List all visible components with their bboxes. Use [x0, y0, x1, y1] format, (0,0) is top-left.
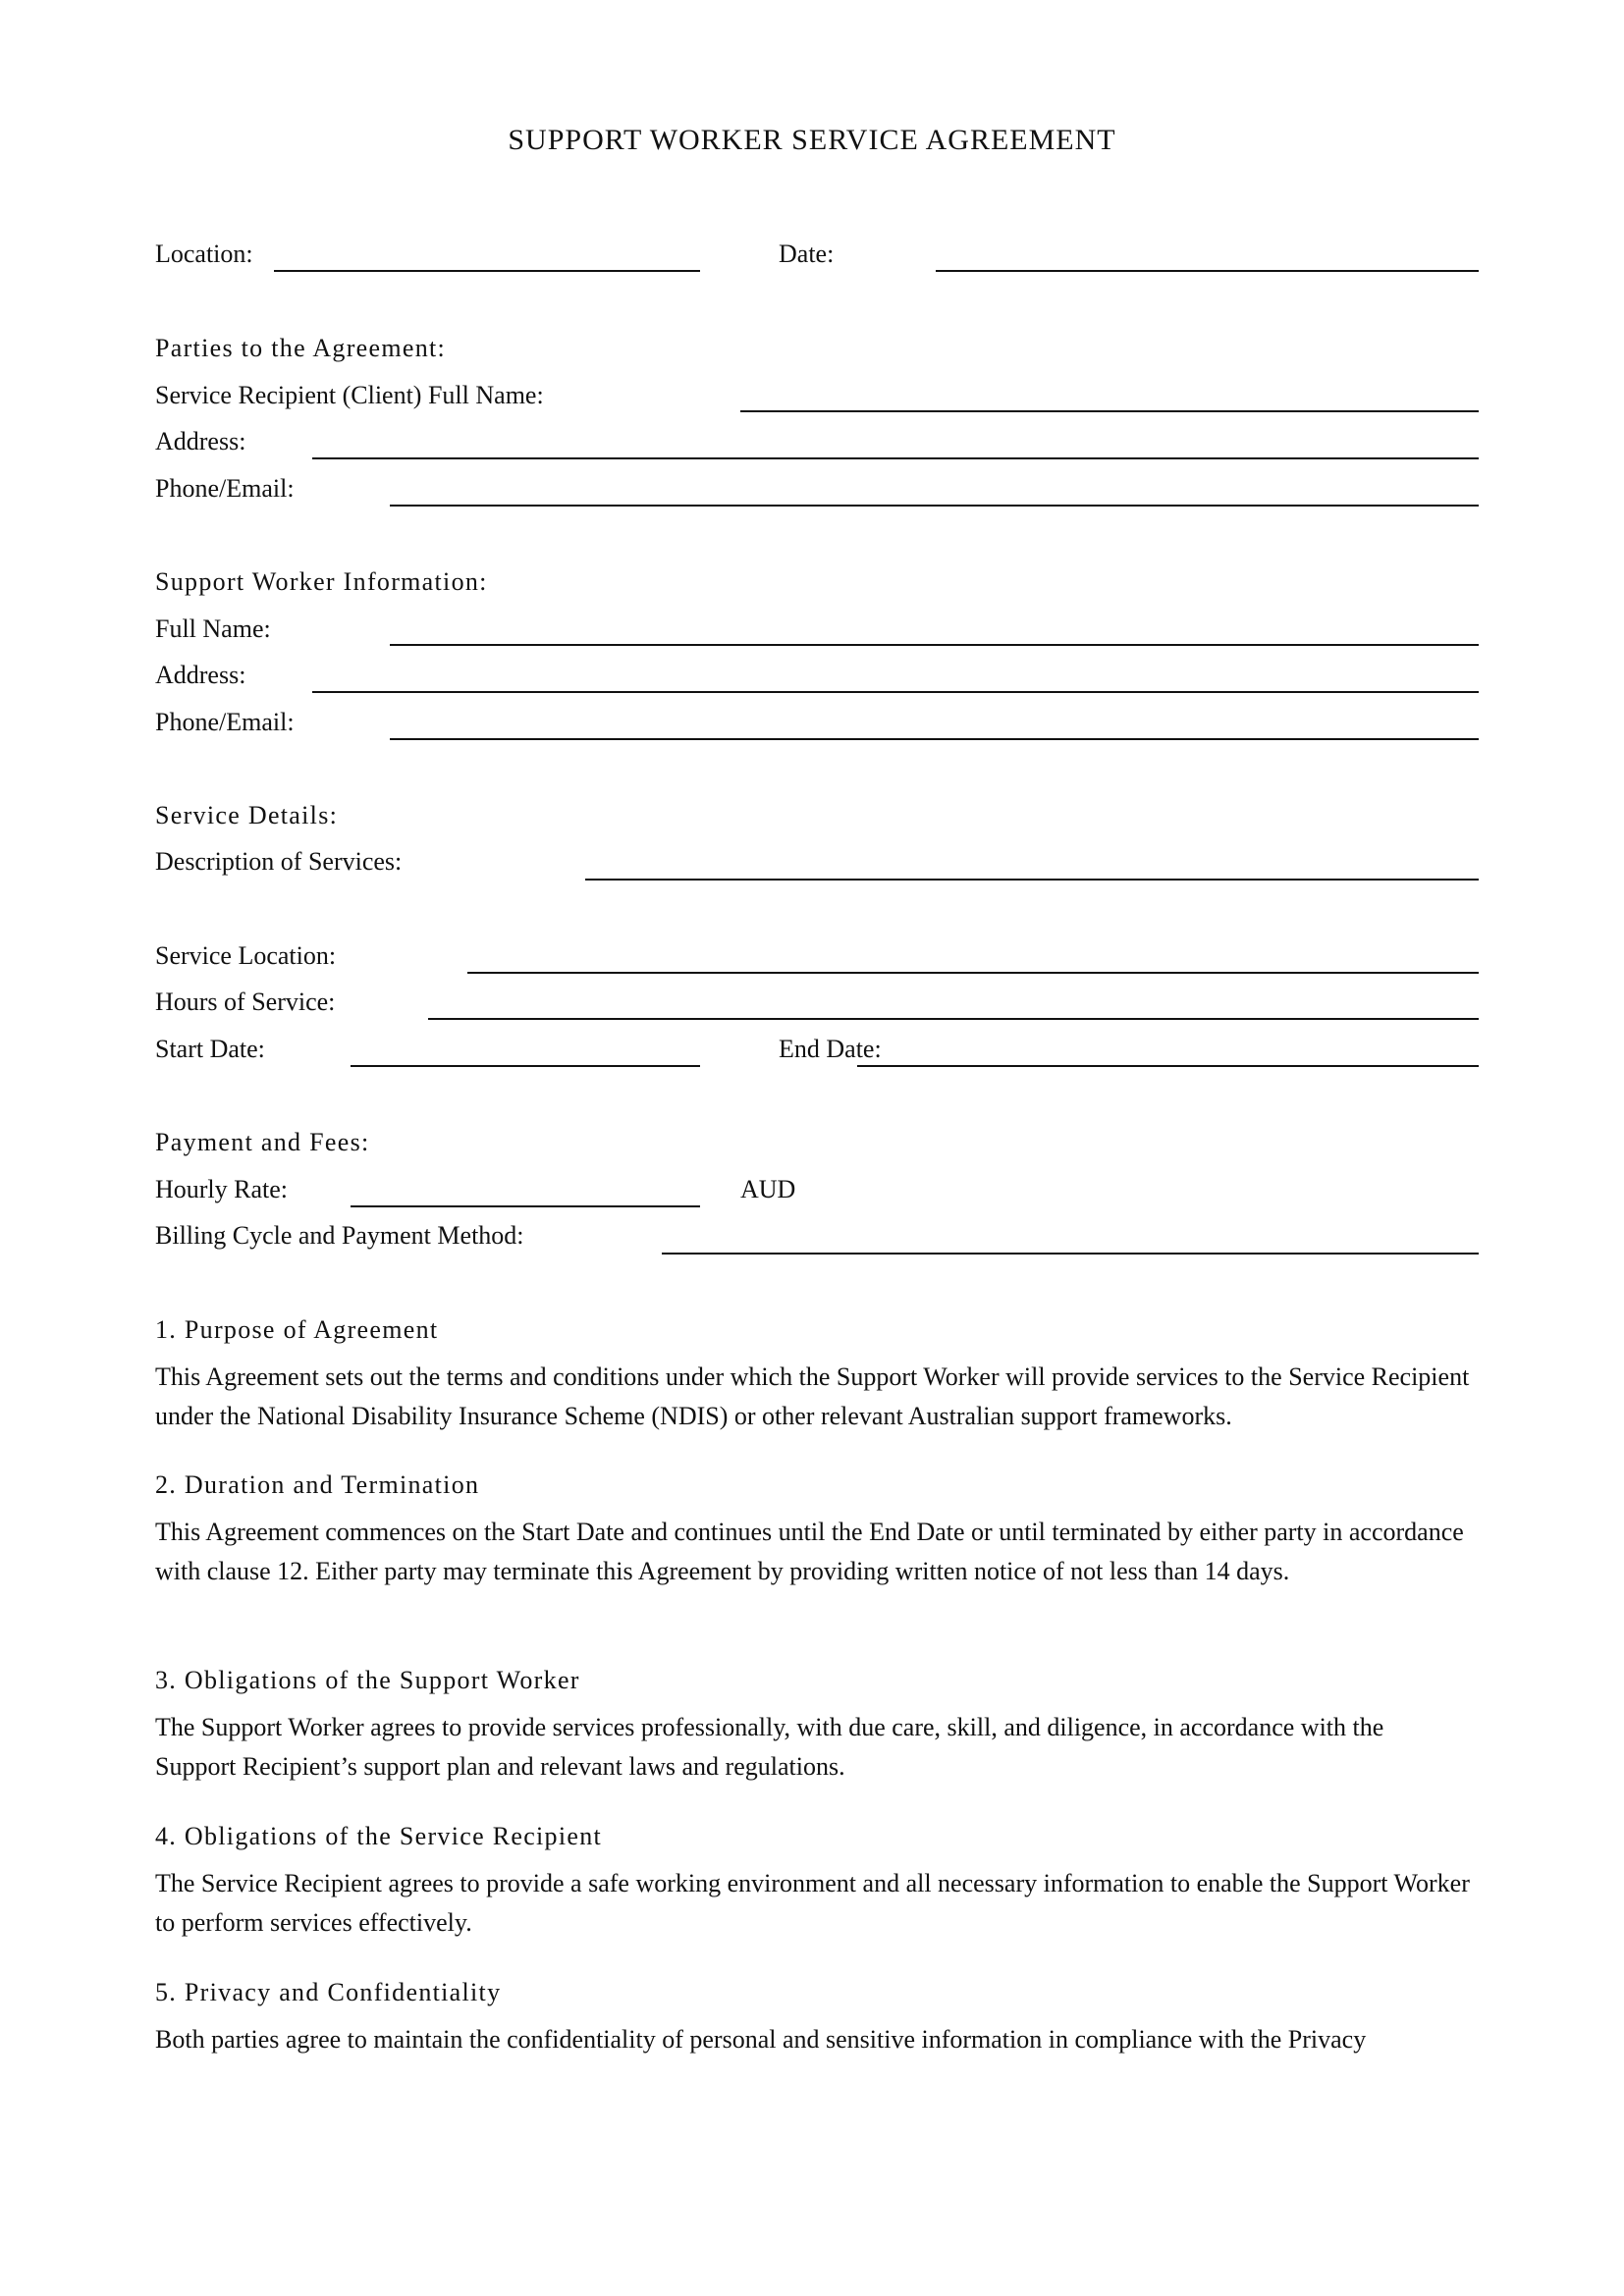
clause-heading: 5. Privacy and Confidentiality: [155, 1978, 502, 2006]
client-address-label: Address:: [155, 427, 246, 455]
currency-label: AUD: [740, 1175, 796, 1203]
clause-body: This Agreement sets out the terms and conditions under which the Support Worker will provide services to the Service Recipient under the National Disability Insurance Scheme (NDIS) or other relevant Australian support frameworks.: [155, 1362, 1470, 1430]
worker-phone-email-field[interactable]: [390, 738, 1479, 740]
payment-heading: Payment and Fees:: [155, 1128, 370, 1156]
clause-heading: 4. Obligations of the Service Recipient: [155, 1822, 603, 1850]
end-date-label: End Date:: [779, 1035, 882, 1063]
service-hours-field[interactable]: [428, 1018, 1479, 1020]
billing-label: Billing Cycle and Payment Method:: [155, 1221, 524, 1250]
worker-full-name-field[interactable]: [390, 644, 1479, 646]
clause-heading: 2. Duration and Termination: [155, 1470, 480, 1499]
client-name-field[interactable]: [740, 410, 1479, 412]
worker-full-name-label: Full Name:: [155, 614, 271, 643]
client-phone-email-label: Phone/Email:: [155, 474, 295, 503]
document-title: SUPPORT WORKER SERVICE AGREEMENT: [508, 124, 1116, 156]
service-description-field[interactable]: [585, 879, 1479, 881]
location-label: Location:: [155, 240, 253, 268]
hourly-rate-field[interactable]: [351, 1205, 700, 1207]
clause-body: This Agreement commences on the Start Date and continues until the End Date or until terminated by either party in accordance with clause 12. Either party may terminate this Agreement by providing written notice of not less than 14 days.: [155, 1518, 1464, 1585]
client-address-field[interactable]: [312, 457, 1479, 459]
clause-body: Both parties agree to maintain the confidentiality of personal and sensitive information in compliance with the Privacy: [155, 2025, 1367, 2054]
service-heading: Service Details:: [155, 801, 339, 829]
clause-body: The Service Recipient agrees to provide a safe working environment and all necessary information to enable the Support Worker to perform services effectively.: [155, 1869, 1470, 1937]
service-description-label: Description of Services:: [155, 847, 403, 876]
clause-heading: 1. Purpose of Agreement: [155, 1315, 439, 1344]
billing-field[interactable]: [662, 1253, 1479, 1255]
client-name-label: Service Recipient (Client) Full Name:: [155, 381, 544, 409]
worker-address-label: Address:: [155, 661, 246, 689]
worker-address-field[interactable]: [312, 691, 1479, 693]
service-location-label: Service Location:: [155, 941, 337, 970]
date-label: Date:: [779, 240, 835, 268]
worker-phone-email-label: Phone/Email:: [155, 708, 295, 736]
hourly-rate-label: Hourly Rate:: [155, 1175, 289, 1203]
clause-heading: 3. Obligations of the Support Worker: [155, 1666, 580, 1694]
service-hours-label: Hours of Service:: [155, 988, 336, 1016]
parties-heading: Parties to the Agreement:: [155, 334, 447, 362]
end-date-field[interactable]: [857, 1065, 1479, 1067]
start-date-field[interactable]: [351, 1065, 700, 1067]
client-phone-email-field[interactable]: [390, 505, 1479, 507]
start-date-label: Start Date:: [155, 1035, 265, 1063]
location-field[interactable]: [274, 270, 700, 272]
worker-heading: Support Worker Information:: [155, 567, 488, 596]
date-field[interactable]: [936, 270, 1479, 272]
clause-body: The Support Worker agrees to provide services professionally, with due care, skill, and diligence, in accordance with the Support Recipient’s support plan and relevant laws and regulations.: [155, 1713, 1384, 1781]
service-location-field[interactable]: [467, 972, 1479, 974]
